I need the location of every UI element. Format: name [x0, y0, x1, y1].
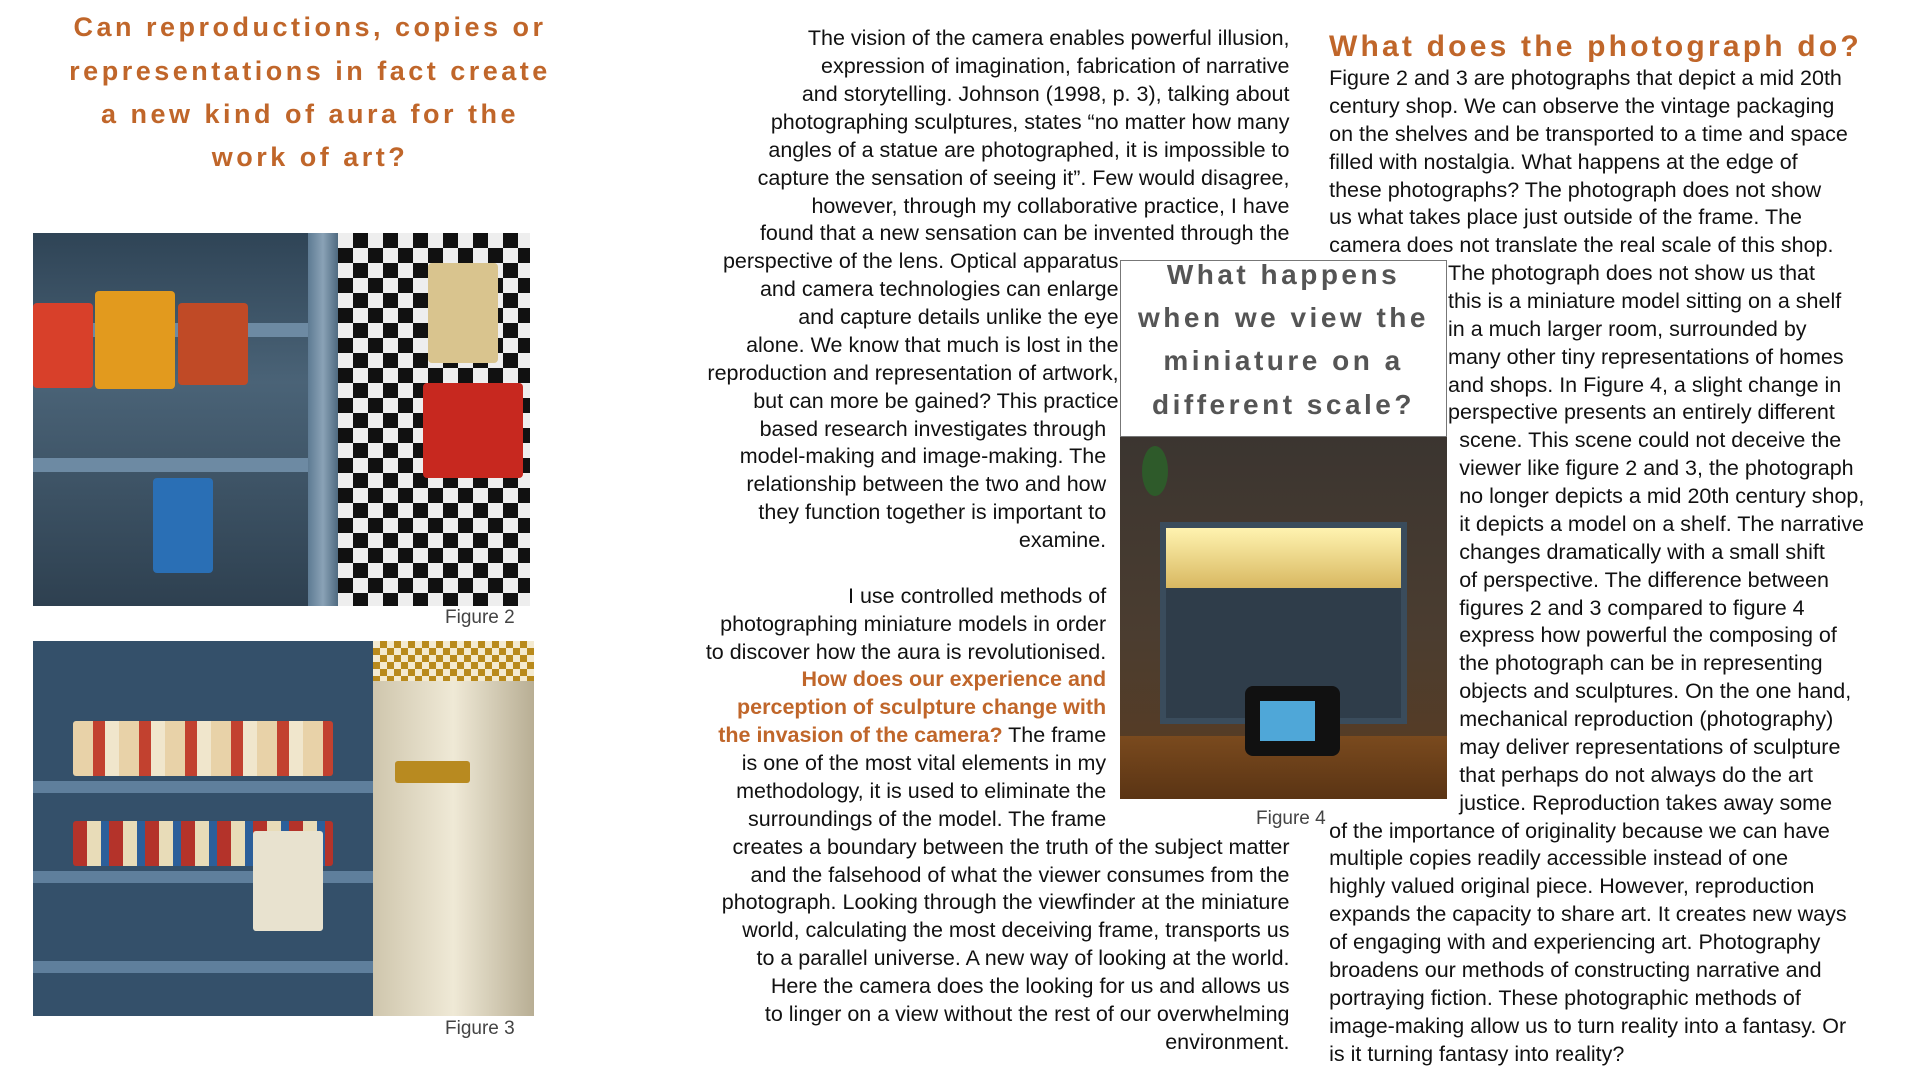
body-text: but can more be gained? This practice: [753, 388, 1119, 413]
body-line: viewer like figure 2 and 3, the photograph: [1459, 456, 1854, 481]
body-line: figures 2 and 3 compared to figure 4: [1459, 595, 1805, 620]
title-line: Can reproductions, copies or: [73, 12, 547, 43]
body-line: [1165, 1028, 1289, 1056]
figure-4-photo: [1120, 436, 1447, 799]
body-line: these photographs? The photograph does not show: [1329, 177, 1822, 202]
figure-2-caption: Figure 2: [445, 607, 515, 628]
body-line: [750, 861, 1289, 889]
body-line: The photograph does not show us that: [1448, 261, 1815, 286]
pull-quote-line: miniature on a: [1163, 345, 1404, 377]
body-line: express how powerful the composing of: [1459, 623, 1837, 648]
body-line: [768, 136, 1289, 164]
body-line: [737, 693, 1106, 721]
body-line: [707, 359, 1118, 387]
body-line: [808, 24, 1290, 52]
body-text: creates a boundary between the truth of the subject matter: [732, 834, 1290, 859]
body-line: camera does not translate the real scale of this shop.: [1329, 233, 1834, 258]
title-line: a new kind of aura for the: [100, 98, 520, 129]
figure-4-caption: Figure 4: [1256, 808, 1326, 829]
body-text: and camera technologies can enlarge: [759, 277, 1119, 302]
right-column-heading: What does the photograph do?: [1329, 30, 1862, 63]
body-line: [740, 442, 1106, 470]
body-text: and storytelling. Johnson (1998, p. 3), talking about: [801, 82, 1290, 107]
body-line: [758, 164, 1290, 192]
body-text: and the falsehood of what the viewer consumes from the: [750, 862, 1290, 887]
body-text: reproduction and representation of artwork,: [707, 360, 1119, 385]
highlighted-question: How does our experience and: [801, 667, 1107, 692]
body-line: objects and sculptures. On the one hand,: [1459, 679, 1852, 704]
pull-quote-line: different scale?: [1152, 388, 1415, 420]
body-text: found that a new sensation can be invented through the: [759, 221, 1290, 246]
body-line: [802, 665, 1107, 693]
body-line: [802, 80, 1290, 108]
body-text: however, through my collaborative practice, I have: [811, 193, 1290, 218]
body-line: and shops. In Figure 4, a slight change in: [1448, 372, 1842, 397]
body-line: Figure 2 and 3 are photographs that depict a mid 20th: [1329, 66, 1842, 91]
body-text: angles of a statue are photographed, it is impossible to: [768, 137, 1290, 162]
body-line: [706, 638, 1106, 666]
body-text: is one of the most vital elements in my: [741, 751, 1107, 776]
body-line: [746, 331, 1118, 359]
pull-quote-line: when we view the: [1138, 302, 1429, 334]
body-text: Here the camera does the looking for us and allows us: [770, 974, 1290, 998]
body-text: photograph. Looking through the viewfinder at the miniature: [721, 890, 1290, 915]
figure-3-photo: [33, 641, 534, 1016]
body-line: it depicts a model on a shelf. The narrative: [1459, 511, 1864, 536]
title-line: representations in fact create: [69, 55, 551, 86]
body-line: justice. Reproduction takes away some: [1459, 790, 1833, 815]
body-text: to a parallel universe. A new way of looking at the world.: [756, 946, 1290, 971]
body-line: [760, 275, 1119, 303]
body-text: surroundings of the model. The frame: [748, 806, 1107, 831]
body-line: many other tiny representations of homes: [1448, 344, 1844, 369]
body-line: [758, 498, 1106, 526]
body-line: [720, 610, 1106, 638]
body-line: [753, 387, 1118, 415]
body-line: multiple copies readily accessible instead of one: [1329, 846, 1789, 871]
body-line: on the shelves and be transported to a time and space: [1329, 121, 1848, 146]
title-line: work of art?: [211, 142, 409, 173]
body-line: is it turning fantasy into reality?: [1329, 1041, 1625, 1066]
body-text: relationship between the two and how: [746, 472, 1107, 497]
body-line: of the importance of originality because we can have: [1329, 818, 1830, 843]
body-line: [746, 470, 1106, 498]
body-line: [771, 108, 1290, 136]
body-text: I use controlled methods of: [848, 583, 1107, 608]
body-text: world, calculating the most deceiving frame, transports us: [742, 918, 1290, 943]
body-text: to discover how the aura is revolutionised.: [705, 639, 1107, 664]
body-line: [821, 52, 1289, 80]
body-line: us what takes place just outside of the frame. The: [1329, 205, 1802, 230]
body-text: expression of imagination, fabrication of narrative: [821, 54, 1290, 79]
body-line: [742, 749, 1106, 777]
body-line: [748, 805, 1106, 833]
body-text: The vision of the camera enables powerful illusion,: [807, 26, 1290, 51]
body-line: [760, 415, 1107, 443]
body-line: may deliver representations of sculpture: [1459, 734, 1841, 759]
body-line: broadens our methods of constructing narrative and: [1329, 957, 1822, 982]
body-text: capture the sensation of seeing it”. Few would disagree,: [757, 165, 1290, 190]
body-line: image-making allow us to turn reality into a fantasy. Or: [1329, 1013, 1847, 1038]
body-line: perspective presents an entirely different: [1448, 400, 1835, 425]
body-line: scene. This scene could not deceive the: [1459, 428, 1842, 453]
body-line: [771, 972, 1290, 1000]
body-text: environment.: [1165, 1029, 1290, 1054]
body-line: [722, 888, 1290, 916]
body-line: no longer depicts a mid 20th century shop,: [1459, 484, 1865, 509]
body-text: model-making and image-making. The: [739, 444, 1107, 469]
body-line: [718, 721, 1106, 749]
body-line: [760, 219, 1290, 247]
body-text: photographing miniature models in order: [720, 611, 1107, 636]
body-line: [756, 944, 1289, 972]
body-text: perspective of the lens. Optical apparatus: [722, 249, 1119, 274]
body-line: [742, 916, 1289, 944]
body-text: to linger on a view without the rest of our overwhelming: [764, 1001, 1290, 1026]
body-line: [848, 582, 1106, 610]
highlighted-question: perception of sculpture change with: [737, 695, 1107, 720]
body-line: [723, 247, 1119, 275]
body-text: alone. We know that much is lost in the: [746, 332, 1119, 357]
body-line: of perspective. The difference between: [1459, 567, 1829, 592]
body-text: they function together is important to: [758, 500, 1107, 525]
pull-quote-line: What happens: [1166, 258, 1401, 290]
body-line: [765, 1000, 1290, 1028]
body-line: [1019, 526, 1106, 554]
body-line: portraying fiction. These photographic methods of: [1329, 985, 1801, 1010]
pull-quote-box: [1120, 260, 1447, 437]
body-line: highly valued original piece. However, reproduction: [1329, 874, 1815, 899]
body-line: mechanical reproduction (photography): [1459, 707, 1834, 732]
body-line: of engaging with and experiencing art. Photography: [1329, 930, 1821, 955]
body-text: based research investigates through: [759, 416, 1107, 441]
body-text: methodology, it is used to eliminate the: [736, 778, 1107, 803]
body-line: the photograph can be in representing: [1459, 651, 1823, 676]
body-line: this is a miniature model sitting on a shelf: [1448, 289, 1842, 313]
body-line: changes dramatically with a small shift: [1459, 539, 1825, 564]
body-text: examine.: [1018, 528, 1107, 553]
body-line: that perhaps do not always do the art: [1459, 762, 1813, 787]
body-line: in a much larger room, surrounded by: [1448, 316, 1807, 341]
body-line: [733, 833, 1290, 861]
body-line: expands the capacity to share art. It creates new ways: [1329, 902, 1847, 927]
body-text: The frame: [1002, 723, 1107, 748]
body-line: filled with nostalgia. What happens at the edge of: [1329, 149, 1798, 174]
body-text: photographing sculptures, states “no matter how many: [770, 110, 1290, 134]
highlighted-question: the invasion of the camera?: [718, 723, 1003, 748]
body-line: century shop. We can observe the vintage packaging: [1329, 93, 1835, 118]
figure-2-photo: [33, 233, 530, 606]
body-text: and capture details unlike the eye: [798, 305, 1119, 330]
body-line: [798, 303, 1118, 331]
body-line: [811, 192, 1289, 220]
body-line: [736, 777, 1106, 805]
figure-3-caption: Figure 3: [445, 1018, 515, 1039]
